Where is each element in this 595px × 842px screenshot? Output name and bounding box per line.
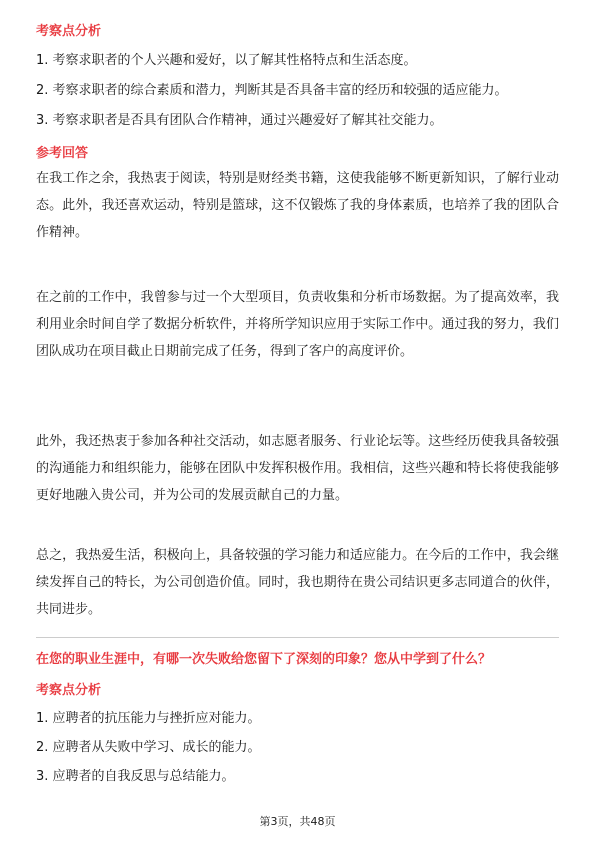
interview-question: 在您的职业生涯中，有哪一次失败给您留下了深刻的印象？您从中学到了什么？ (36, 652, 492, 667)
analysis2-item-2: 2. 应聘者从失败中学习、成长的能力。 (36, 740, 261, 755)
analysis2-item-3: 3. 应聘者的自我反思与总结能力。 (36, 769, 235, 784)
analysis-item-1: 1. 考察求职者的个人兴趣和爱好，以了解其性格特点和生活态度。 (36, 53, 417, 68)
analysis-heading: 考察点分析 (36, 24, 102, 39)
analysis-item-3: 3. 考察求职者是否具有团队合作精神，通过兴趣爱好了解其社交能力。 (36, 113, 443, 128)
answer-paragraph-1: 在我工作之余，我热衷于阅读，特别是财经类书籍，这使我能够不断更新知识，了解行业动态。此外，我还喜欢运动，特别是篮球，这不仅锻炼了我的身体素质，也培养了我的团队合作精神。 (36, 171, 559, 240)
analysis2-item-1: 1. 应聘者的抗压能力与挫折应对能力。 (36, 711, 261, 726)
answer-paragraph-2: 在之前的工作中，我曾参与过一个大型项目，负责收集和分析市场数据。为了提高效率，我利用业余时间自学了数据分析软件，并将所学知识应用于实际工作中。通过我的努力，我们团队成功在项目截止日期前完成了任务，得到了客户的高度评价。 (36, 290, 559, 359)
answer-paragraph-3: 此外，我还热衷于参加各种社交活动，如志愿者服务、行业论坛等。这些经历使我具备较强的沟通能力和组织能力，能够在团队中发挥积极作用。我相信，这些兴趣和特长将使我能够更好地融入贵公司，并为公司的发展贡献自己的力量。 (36, 434, 559, 503)
analysis-item-2: 2. 考察求职者的综合素质和潜力，判断其是否具备丰富的经历和较强的适应能力。 (36, 83, 508, 98)
answer-heading: 参考回答 (36, 146, 89, 161)
section-divider (36, 637, 559, 638)
answer-paragraph-4: 总之，我热爱生活，积极向上，具备较强的学习能力和适应能力。在今后的工作中，我会继续发挥自己的特长，为公司创造价值。同时，我也期待在贵公司结识更多志同道合的伙伴，共同进步。 (36, 548, 559, 617)
page-number: 第3页，共48页 (259, 815, 336, 828)
analysis-heading-2: 考察点分析 (36, 683, 102, 698)
